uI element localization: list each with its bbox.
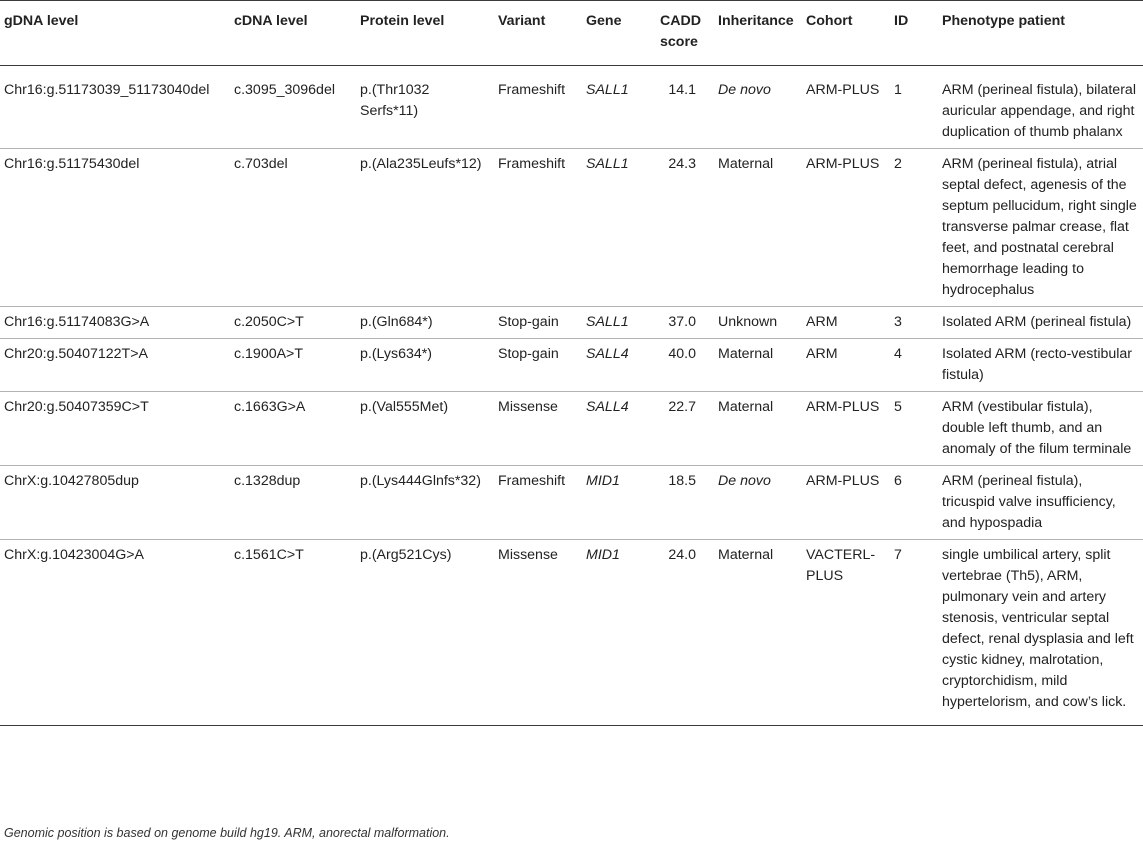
table-row bbox=[0, 392, 1143, 466]
cell-variant: Missense bbox=[494, 540, 582, 726]
cell-cohort: ARM-PLUS bbox=[802, 149, 890, 307]
cell-id: 5 bbox=[890, 392, 938, 466]
cell-cadd: 37.0 bbox=[656, 307, 714, 339]
cell-phenotype: single umbilical artery, split vertebrae (Th5), ARM, pulmonary vein and artery stenosis, ventricular septal defect, renal dysplasia and left cystic kidney, malrotation, cryptorchidism, mild hypertelorism, and cow’s lick. bbox=[938, 540, 1143, 726]
header-id: ID bbox=[890, 1, 938, 66]
cell-inheritance: Maternal bbox=[714, 540, 802, 726]
cell-cadd: 22.7 bbox=[656, 392, 714, 466]
table-caption: Genomic position is based on genome build hg19. ARM, anorectal malformation. bbox=[4, 826, 450, 840]
cell-gdna: Chr16:g.51174083G>A bbox=[0, 307, 230, 339]
cell-cdna: c.703del bbox=[230, 149, 356, 307]
cell-gene: SALL4 bbox=[582, 339, 656, 392]
cell-inheritance: Maternal bbox=[714, 149, 802, 307]
cell-gdna: Chr16:g.51175430del bbox=[0, 149, 230, 307]
table-row bbox=[0, 149, 1143, 307]
cell-variant: Frameshift bbox=[494, 466, 582, 540]
header-inheritance: Inheritance bbox=[714, 1, 802, 66]
cell-cohort: ARM bbox=[802, 339, 890, 392]
cell-gene: MID1 bbox=[582, 466, 656, 540]
cell-id: 7 bbox=[890, 540, 938, 726]
cell-inheritance: Unknown bbox=[714, 307, 802, 339]
cell-protein: p.(Lys444Glnfs*32) bbox=[356, 466, 494, 540]
cell-gene: SALL1 bbox=[582, 66, 656, 149]
cell-phenotype: ARM (perineal fistula), bilateral auricular appendage, and right duplication of thumb phalanx bbox=[938, 66, 1143, 149]
cell-protein: p.(Lys634*) bbox=[356, 339, 494, 392]
cell-gdna: Chr16:g.51173039_51173040del bbox=[0, 66, 230, 149]
cell-inheritance: Maternal bbox=[714, 339, 802, 392]
cell-gdna: ChrX:g.10423004G>A bbox=[0, 540, 230, 726]
cell-cadd: 18.5 bbox=[656, 466, 714, 540]
table-row bbox=[0, 307, 1143, 339]
cell-cdna: c.1663G>A bbox=[230, 392, 356, 466]
table-header-row bbox=[0, 1, 1143, 66]
cell-variant: Missense bbox=[494, 392, 582, 466]
cell-gene: SALL1 bbox=[582, 307, 656, 339]
cell-id: 2 bbox=[890, 149, 938, 307]
cell-phenotype: ARM (vestibular fistula), double left thumb, and an anomaly of the filum terminale bbox=[938, 392, 1143, 466]
table-row bbox=[0, 66, 1143, 149]
cell-protein: p.(Val555Met) bbox=[356, 392, 494, 466]
header-gdna: gDNA level bbox=[0, 1, 230, 66]
cell-variant: Frameshift bbox=[494, 149, 582, 307]
cell-cadd: 40.0 bbox=[656, 339, 714, 392]
cell-protein: p.(Gln684*) bbox=[356, 307, 494, 339]
cell-id: 1 bbox=[890, 66, 938, 149]
cell-variant: Frameshift bbox=[494, 66, 582, 149]
cell-gene: SALL4 bbox=[582, 392, 656, 466]
cell-inheritance: De novo bbox=[714, 66, 802, 149]
cell-protein: p.(Ala235Leufs*12) bbox=[356, 149, 494, 307]
header-cohort: Cohort bbox=[802, 1, 890, 66]
cell-cohort: ARM-PLUS bbox=[802, 392, 890, 466]
cell-phenotype: Isolated ARM (perineal fistula) bbox=[938, 307, 1143, 339]
table-row bbox=[0, 466, 1143, 540]
cell-cohort: ARM-PLUS bbox=[802, 66, 890, 149]
header-phenotype: Phenotype patient bbox=[938, 1, 1143, 66]
cell-gdna: Chr20:g.50407359C>T bbox=[0, 392, 230, 466]
cell-cadd: 24.0 bbox=[656, 540, 714, 726]
cell-gdna: ChrX:g.10427805dup bbox=[0, 466, 230, 540]
cell-cohort: ARM bbox=[802, 307, 890, 339]
cell-variant: Stop-gain bbox=[494, 339, 582, 392]
cell-cohort: VACTERL-PLUS bbox=[802, 540, 890, 726]
table-row bbox=[0, 339, 1143, 392]
cell-variant: Stop-gain bbox=[494, 307, 582, 339]
header-cadd: CADD score bbox=[656, 1, 714, 66]
cell-protein: p.(Thr1032 Serfs*11) bbox=[356, 66, 494, 149]
cell-cdna: c.1328dup bbox=[230, 466, 356, 540]
cell-gene: SALL1 bbox=[582, 149, 656, 307]
header-cdna: cDNA level bbox=[230, 1, 356, 66]
cell-phenotype: ARM (perineal fistula), tricuspid valve insufficiency, and hypospadia bbox=[938, 466, 1143, 540]
header-protein: Protein level bbox=[356, 1, 494, 66]
cell-phenotype: Isolated ARM (recto-vestibular fistula) bbox=[938, 339, 1143, 392]
cell-cohort: ARM-PLUS bbox=[802, 466, 890, 540]
cell-phenotype: ARM (perineal fistula), atrial septal defect, agenesis of the septum pellucidum, right single transverse palmar crease, flat feet, and postnatal cerebral hemorrhage leading to hydrocephalus bbox=[938, 149, 1143, 307]
cell-inheritance: Maternal bbox=[714, 392, 802, 466]
cell-id: 6 bbox=[890, 466, 938, 540]
cell-cdna: c.3095_3096del bbox=[230, 66, 356, 149]
cell-cdna: c.1900A>T bbox=[230, 339, 356, 392]
cell-gene: MID1 bbox=[582, 540, 656, 726]
cell-cdna: c.1561C>T bbox=[230, 540, 356, 726]
cell-gdna: Chr20:g.50407122T>A bbox=[0, 339, 230, 392]
table-row bbox=[0, 540, 1143, 726]
header-variant: Variant bbox=[494, 1, 582, 66]
cell-protein: p.(Arg521Cys) bbox=[356, 540, 494, 726]
cell-cadd: 24.3 bbox=[656, 149, 714, 307]
cell-cdna: c.2050C>T bbox=[230, 307, 356, 339]
cell-inheritance: De novo bbox=[714, 466, 802, 540]
cell-id: 3 bbox=[890, 307, 938, 339]
cell-id: 4 bbox=[890, 339, 938, 392]
cell-cadd: 14.1 bbox=[656, 66, 714, 149]
header-gene: Gene bbox=[582, 1, 656, 66]
